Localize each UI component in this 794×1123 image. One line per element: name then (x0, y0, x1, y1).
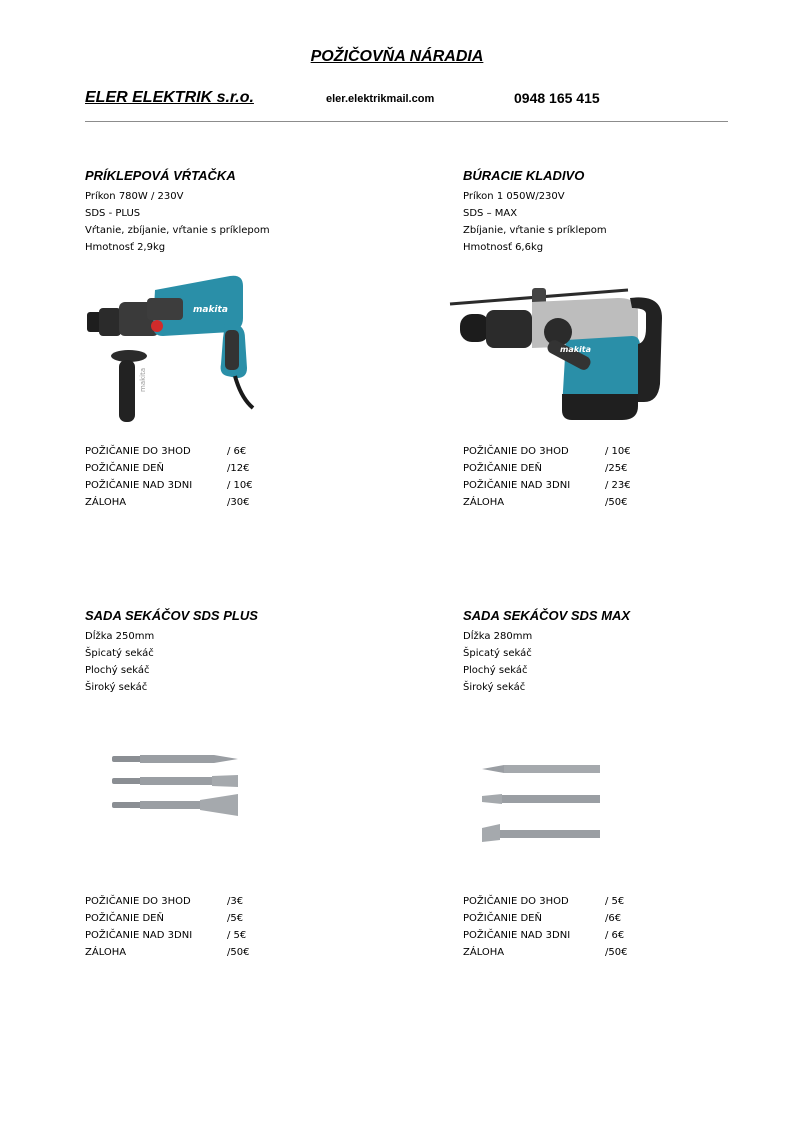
product-spec: SDS - PLUS (85, 208, 141, 219)
svg-text:makita: makita (139, 367, 147, 392)
price-label: POŽIČANIE DO 3HOD (85, 446, 191, 457)
price-table-demolition-hammer (463, 443, 665, 511)
price-label: POŽIČANIE DO 3HOD (463, 896, 569, 907)
product-spec: Široký sekáč (463, 682, 526, 693)
price-label: POŽIČANIE DEŇ (85, 913, 164, 924)
price-row (463, 927, 665, 944)
price-value: / 6€ (605, 930, 625, 941)
price-value: / 10€ (227, 480, 253, 491)
price-value: /30€ (227, 497, 250, 508)
price-value: / 10€ (605, 446, 631, 457)
product-hammer-drill (85, 168, 365, 256)
company-name: ELER ELEKTRIK s.r.o. (85, 89, 254, 106)
price-value: / 23€ (605, 480, 631, 491)
price-label: POŽIČANIE DEŇ (463, 463, 542, 474)
product-spec: Dĺžka 280mm (463, 631, 533, 642)
demolition-hammer-image (448, 284, 668, 426)
product-spec: Príkon 1 050W/230V (463, 191, 565, 202)
price-value: /12€ (227, 463, 250, 474)
product-spec: Plochý sekáč (463, 665, 528, 676)
price-row (85, 893, 287, 910)
product-spec: Dĺžka 250mm (85, 631, 155, 642)
price-value: / 5€ (227, 930, 247, 941)
price-row (463, 944, 665, 961)
chisel-set-sds-max-image (480, 758, 606, 848)
price-row (463, 460, 665, 477)
price-label: ZÁLOHA (85, 497, 127, 508)
chisel-set-sds-plus-image (110, 748, 244, 818)
price-value: / 6€ (227, 446, 247, 457)
company-phone: 0948 165 415 (514, 90, 600, 106)
product-title: PRÍKLEPOVÁ VŔTAČKA (85, 168, 236, 183)
price-row (463, 910, 665, 927)
price-value: /6€ (605, 913, 622, 924)
page-title: POŽIČOVŇA NÁRADIA (310, 48, 484, 65)
product-chisel-set-sds-plus (85, 608, 365, 696)
price-value: /50€ (605, 947, 628, 958)
product-spec: Hmotnosť 6,6kg (463, 242, 544, 253)
company-email: eler.elektrikmail.com (326, 93, 435, 105)
product-title: SADA SEKÁČOV SDS PLUS (85, 608, 258, 623)
price-row (85, 443, 287, 460)
product-spec: Príkon 780W / 230V (85, 191, 184, 202)
price-label: POŽIČANIE NAD 3DNI (85, 480, 193, 491)
price-value: /50€ (227, 947, 250, 958)
price-row (463, 443, 665, 460)
price-label: POŽIČANIE NAD 3DNI (463, 480, 571, 491)
price-row (85, 460, 287, 477)
price-value: /5€ (227, 913, 244, 924)
product-chisel-set-sds-max (463, 608, 743, 696)
product-title: BÚRACIE KLADIVO (463, 168, 585, 183)
price-row (463, 494, 665, 511)
product-spec: Zbíjanie, vŕtanie s príklepom (463, 225, 607, 236)
hammer-drill-image (85, 268, 265, 428)
product-spec: Široký sekáč (85, 682, 148, 693)
price-value: /25€ (605, 463, 628, 474)
price-value: / 5€ (605, 896, 625, 907)
price-label: POŽIČANIE NAD 3DNI (463, 930, 571, 941)
price-row (463, 893, 665, 910)
price-row (85, 944, 287, 961)
product-title: SADA SEKÁČOV SDS MAX (463, 608, 631, 623)
price-table-hammer-drill (85, 443, 287, 511)
price-row (85, 927, 287, 944)
product-spec: Plochý sekáč (85, 665, 150, 676)
price-row (85, 494, 287, 511)
price-label: ZÁLOHA (463, 947, 505, 958)
product-spec: Hmotnosť 2,9kg (85, 242, 166, 253)
price-label: POŽIČANIE NAD 3DNI (85, 930, 193, 941)
price-table-chisel-set-sds-max (463, 893, 665, 961)
price-value: /3€ (227, 896, 244, 907)
price-table-chisel-set-sds-plus (85, 893, 287, 961)
price-row (85, 910, 287, 927)
product-spec: Špicatý sekáč (85, 648, 154, 659)
price-value: /50€ (605, 497, 628, 508)
svg-text:makita: makita (560, 345, 592, 354)
svg-text:makita: makita (193, 305, 228, 315)
product-demolition-hammer (463, 168, 743, 256)
product-spec: SDS – MAX (463, 208, 518, 219)
price-row (463, 477, 665, 494)
price-label: ZÁLOHA (85, 947, 127, 958)
price-label: ZÁLOHA (463, 497, 505, 508)
product-spec: Vŕtanie, zbíjanie, vŕtanie s príklepom (85, 225, 270, 236)
header-divider (85, 121, 728, 122)
price-row (85, 477, 287, 494)
price-label: POŽIČANIE DEŇ (463, 913, 542, 924)
product-spec: Špicatý sekáč (463, 648, 532, 659)
price-label: POŽIČANIE DEŇ (85, 463, 164, 474)
price-label: POŽIČANIE DO 3HOD (85, 896, 191, 907)
price-label: POŽIČANIE DO 3HOD (463, 446, 569, 457)
